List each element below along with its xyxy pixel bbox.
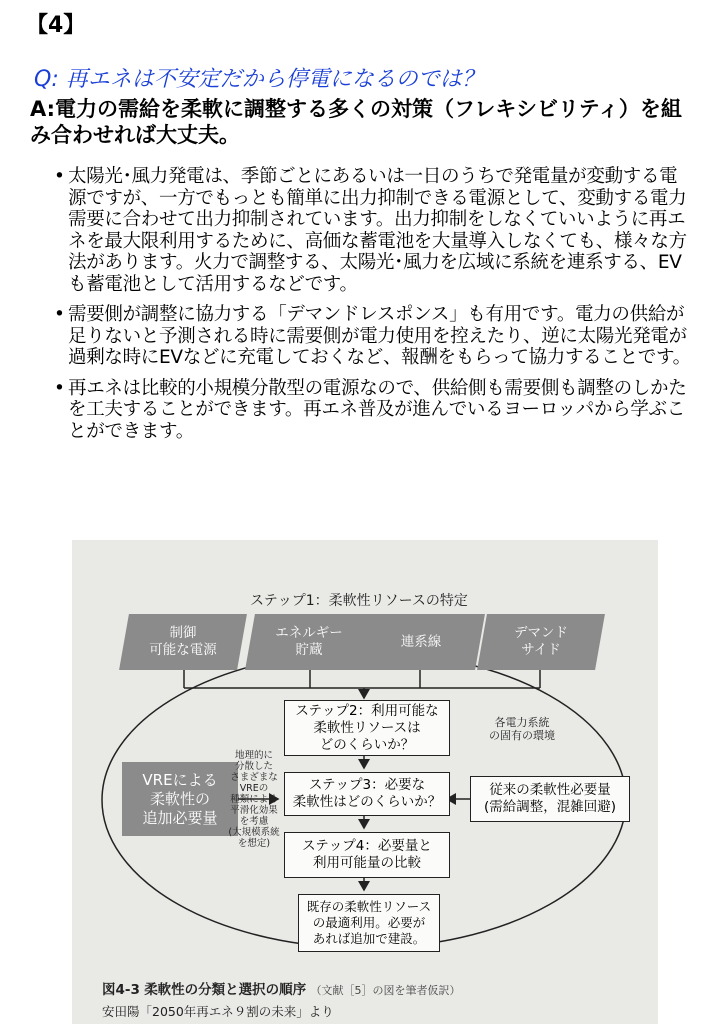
bullet-list: [54, 166, 694, 451]
bullet-item: • 再エネは比較的小規模分散型の電源なので、供給側も需要側も調整のしかたを工夫することができます。再エネ普及が進んでいるヨーロッパから学ぶことができます。: [54, 378, 694, 443]
caption-source: （文献［5］の図を筆者仮訳）: [310, 984, 461, 997]
bullet-item: • 太陽光･風力発電は、季節ごとにあるいは一日のうちで発電量が変動する電源ですが、一方でもっとも簡単に出力抑制できる電源として、変動する電力需要に合わせて出力抑制されています。出力抑制をしなくていいように再エネを最大限利用するために、高価な蓄電池を大量導入しなくても、様々な方法があります。火力で調整する、太陽光･風力を広域に系統を連系する、EVも蓄電池として活用するなどです。: [54, 166, 694, 295]
resource-energy-storage: エネルギー 貯蔵: [250, 614, 368, 670]
question-heading: Q: 再エネは不安定だから停電になるのでは？: [34, 67, 484, 92]
figure-credit: 安田陽「2050年再エネ９割の未来」より: [102, 1004, 334, 1019]
step1-title: ステップ1：柔軟性リソースの特定: [250, 593, 468, 609]
bullet-item: • 需要側が調整に協力する「デマンドレスポンス」も有用です。電力の供給が足りないと予測される時に需要側が電力使用を控えたり、逆に太陽光発電が過剰な時にEVなどに充電しておくなど、報酬をもらって協力することです。: [54, 304, 694, 369]
vre-box: VREによる 柔軟性の 追加必要量: [122, 762, 238, 836]
flexibility-figure: [72, 540, 658, 1024]
resource-interconnection: 連系線: [362, 614, 480, 670]
caption-label: 図4-3: [102, 982, 140, 998]
vre-note: 地理的に 分散した さまざまな VREの 種類による 平滑化効果 を考慮 (大規模系統 を想定): [228, 750, 280, 849]
figure-caption: [102, 978, 460, 998]
resource-controllable-power: 制御 可能な電源: [124, 614, 242, 670]
answer-heading: A:電力の需給を柔軟に調整する多くの対策（フレキシビリティ）を組み合わせれば大丈夫。: [30, 97, 682, 147]
step3-box: ステップ3：必要な 柔軟性はどのくらいか？: [284, 772, 450, 816]
conventional-box: 従来の柔軟性必要量 (需給調整，混雑回避): [470, 776, 630, 822]
step4-box: ステップ4：必要量と 利用可能量の比較: [284, 832, 450, 878]
caption-title: 柔軟性の分類と選択の順序: [144, 982, 307, 998]
resource-demand-side: デマンド サイド: [482, 614, 600, 670]
env-note: 各電力系統 の固有の環境: [489, 716, 555, 742]
existing-resources-box: 既存の柔軟性リソース の最適利用。必要が あれば追加で建設。: [298, 894, 440, 952]
slide-number: 【4】: [26, 13, 86, 38]
step2-box: ステップ2：利用可能な 柔軟性リソースは どのくらいか？: [284, 700, 450, 756]
